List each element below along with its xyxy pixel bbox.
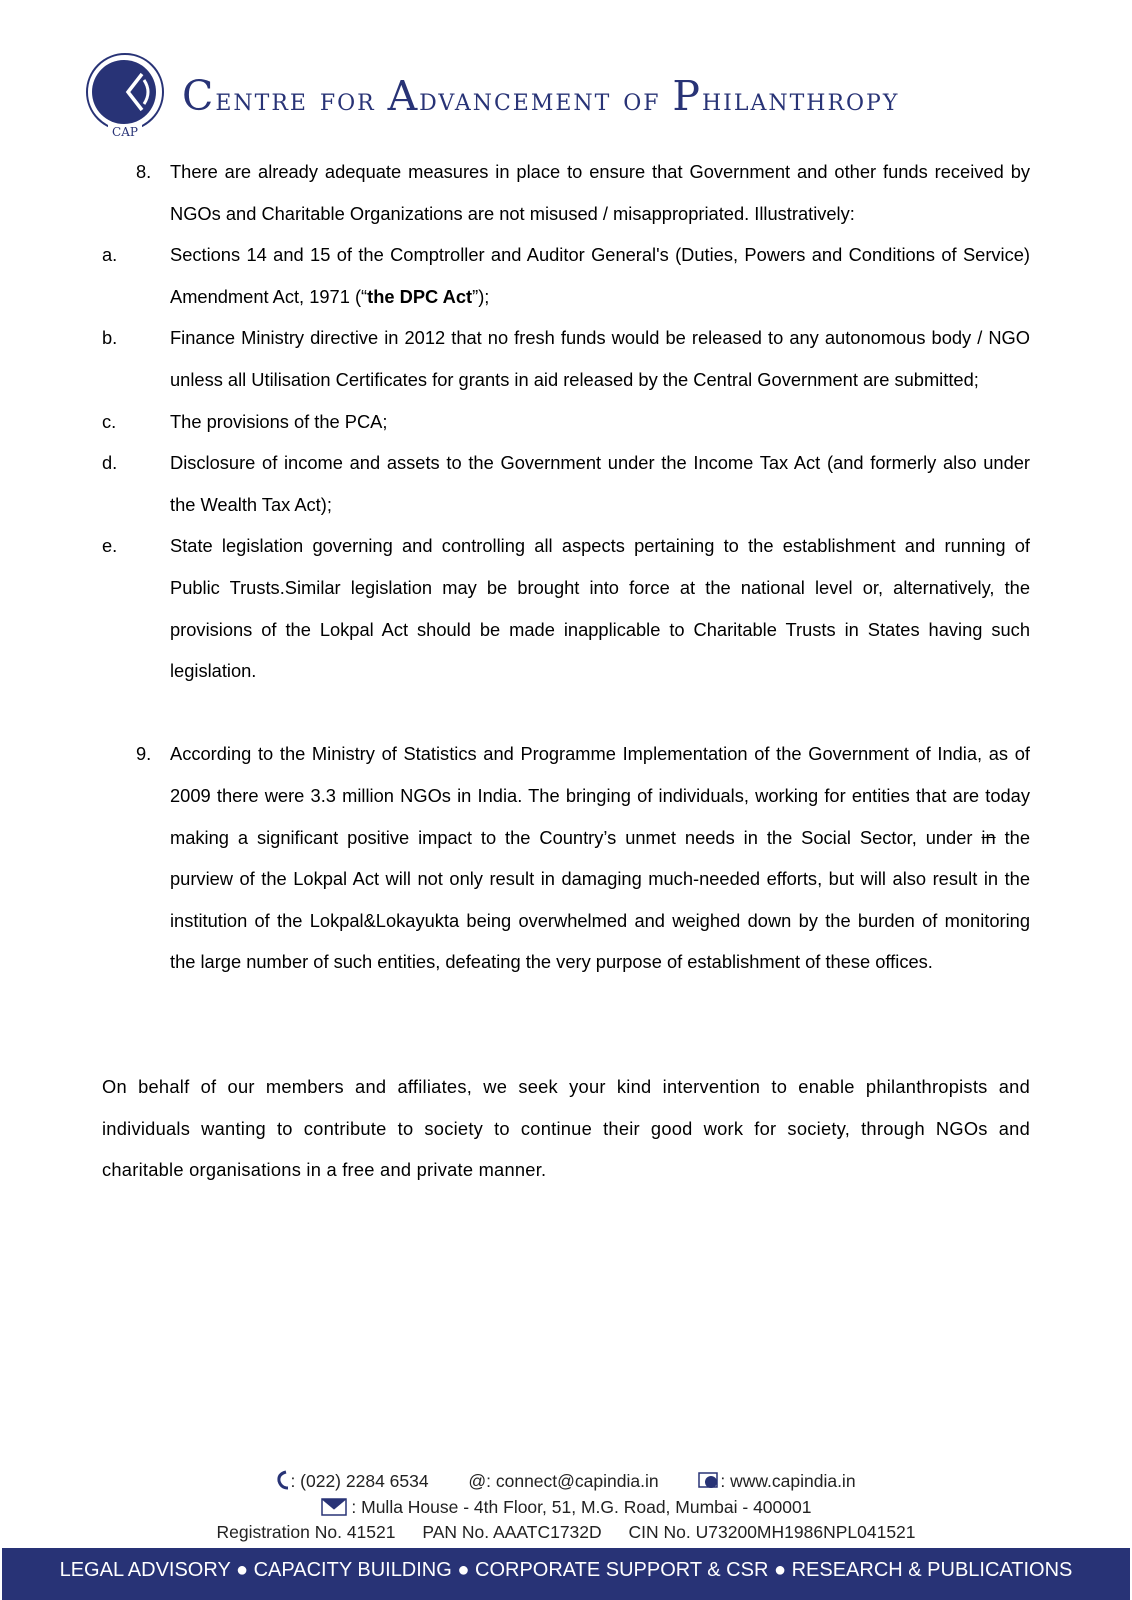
point-8	[102, 151, 1030, 234]
logo-text: CAP	[112, 125, 138, 138]
point-number: 8.	[136, 161, 152, 182]
address-line	[0, 1497, 1132, 1521]
subitem-label: e.	[102, 535, 118, 557]
point-text: According to the Ministry of Statistics and Programme Implementation of the Government of India, as of 2009 there were 3.3 million NGOs in India. The bringing of individuals, working for entities that are today making a significant positive impact to the Country’s unmet needs in the Social Sector, under in the purview of the Lokpal Act will not only result in damaging much-needed efforts, but will also result in the institution of the Lokpal&Lokayukta being overwhelmed and weighed down by the burden of monitoring the large number of such entities, defeating the very purpose of establishment of these offices.	[170, 743, 1030, 973]
subitem-text: Finance Ministry directive in 2012 that no fresh funds would be released to any autonomous body / NGO unless all Utilisation Certificates for grants in aid released by the Central Government are submitted;	[170, 327, 1030, 390]
closing-paragraph: On behalf of our members and affiliates, we seek your kind intervention to enable philanthropists and individuals wanting to contribute to society to continue their good work for society, through NGOs and charitable organisations in a free and private manner.	[102, 1076, 1030, 1181]
globe-icon	[698, 1472, 720, 1495]
phone-icon	[276, 1470, 290, 1495]
subitem-a	[102, 234, 1030, 317]
pan-number: PAN No. AAATC1732D	[422, 1522, 602, 1542]
subitem-d	[102, 442, 1030, 525]
letter-body	[102, 151, 1030, 1191]
envelope-icon	[321, 1498, 347, 1521]
website-link[interactable]: : www.capindia.in	[720, 1471, 856, 1491]
at-icon: @	[468, 1471, 487, 1491]
subitem-text: State legislation governing and controlling all aspects pertaining to the establishment and running of Public Trusts.Similar legislation may be brought into force at the national level or, alternatively, the provisions of the Lokpal Act should be made inapplicable to Charitable Trusts in States having such legislation.	[170, 535, 1030, 682]
point-number: 9.	[136, 743, 152, 765]
address-text: : Mulla House - 4th Floor, 51, M.G. Road, Mumbai - 400001	[351, 1497, 812, 1517]
phone-number: : (022) 2284 6534	[290, 1471, 429, 1491]
subitem-c	[102, 401, 1030, 443]
services-banner: LEGAL ADVISORY ● CAPACITY BUILDING ● CORPORATE SUPPORT & CSR ● RESEARCH & PUBLICATIONS	[2, 1548, 1130, 1600]
point-text: There are already adequate measures in place to ensure that Government and other funds received by NGOs and Charitable Organizations are not misused / misappropriated. Illustratively:	[170, 161, 1030, 224]
cap-logo	[84, 52, 166, 138]
struck-word: in	[981, 826, 996, 848]
subitem-label: d.	[102, 452, 118, 474]
subitem-b	[102, 317, 1030, 400]
organization-name: Centre for Advancement of Philanthropy	[182, 72, 900, 120]
subitem-label: c.	[102, 410, 117, 432]
cin-number: CIN No. U73200MH1986NPL041521	[628, 1522, 916, 1542]
contact-line	[0, 1470, 1132, 1495]
registration-line	[0, 1522, 1132, 1543]
subitem-e	[102, 525, 1030, 691]
letterhead	[84, 52, 1064, 142]
email-link[interactable]: : connect@capindia.in	[486, 1471, 659, 1491]
subitem-text: The provisions of the PCA;	[170, 410, 388, 432]
point-9	[102, 733, 1030, 983]
subitem-label: b.	[102, 327, 118, 349]
subitem-text: Sections 14 and 15 of the Comptroller and Auditor General's (Duties, Powers and Conditions of Service) Amendment Act, 1971 (“the DPC Act”);	[170, 244, 1030, 307]
subitem-label: a.	[102, 244, 118, 266]
subitem-text: Disclosure of income and assets to the Government under the Income Tax Act (and formerly also under the Wealth Tax Act);	[170, 452, 1030, 515]
registration-number: Registration No. 41521	[216, 1522, 396, 1542]
